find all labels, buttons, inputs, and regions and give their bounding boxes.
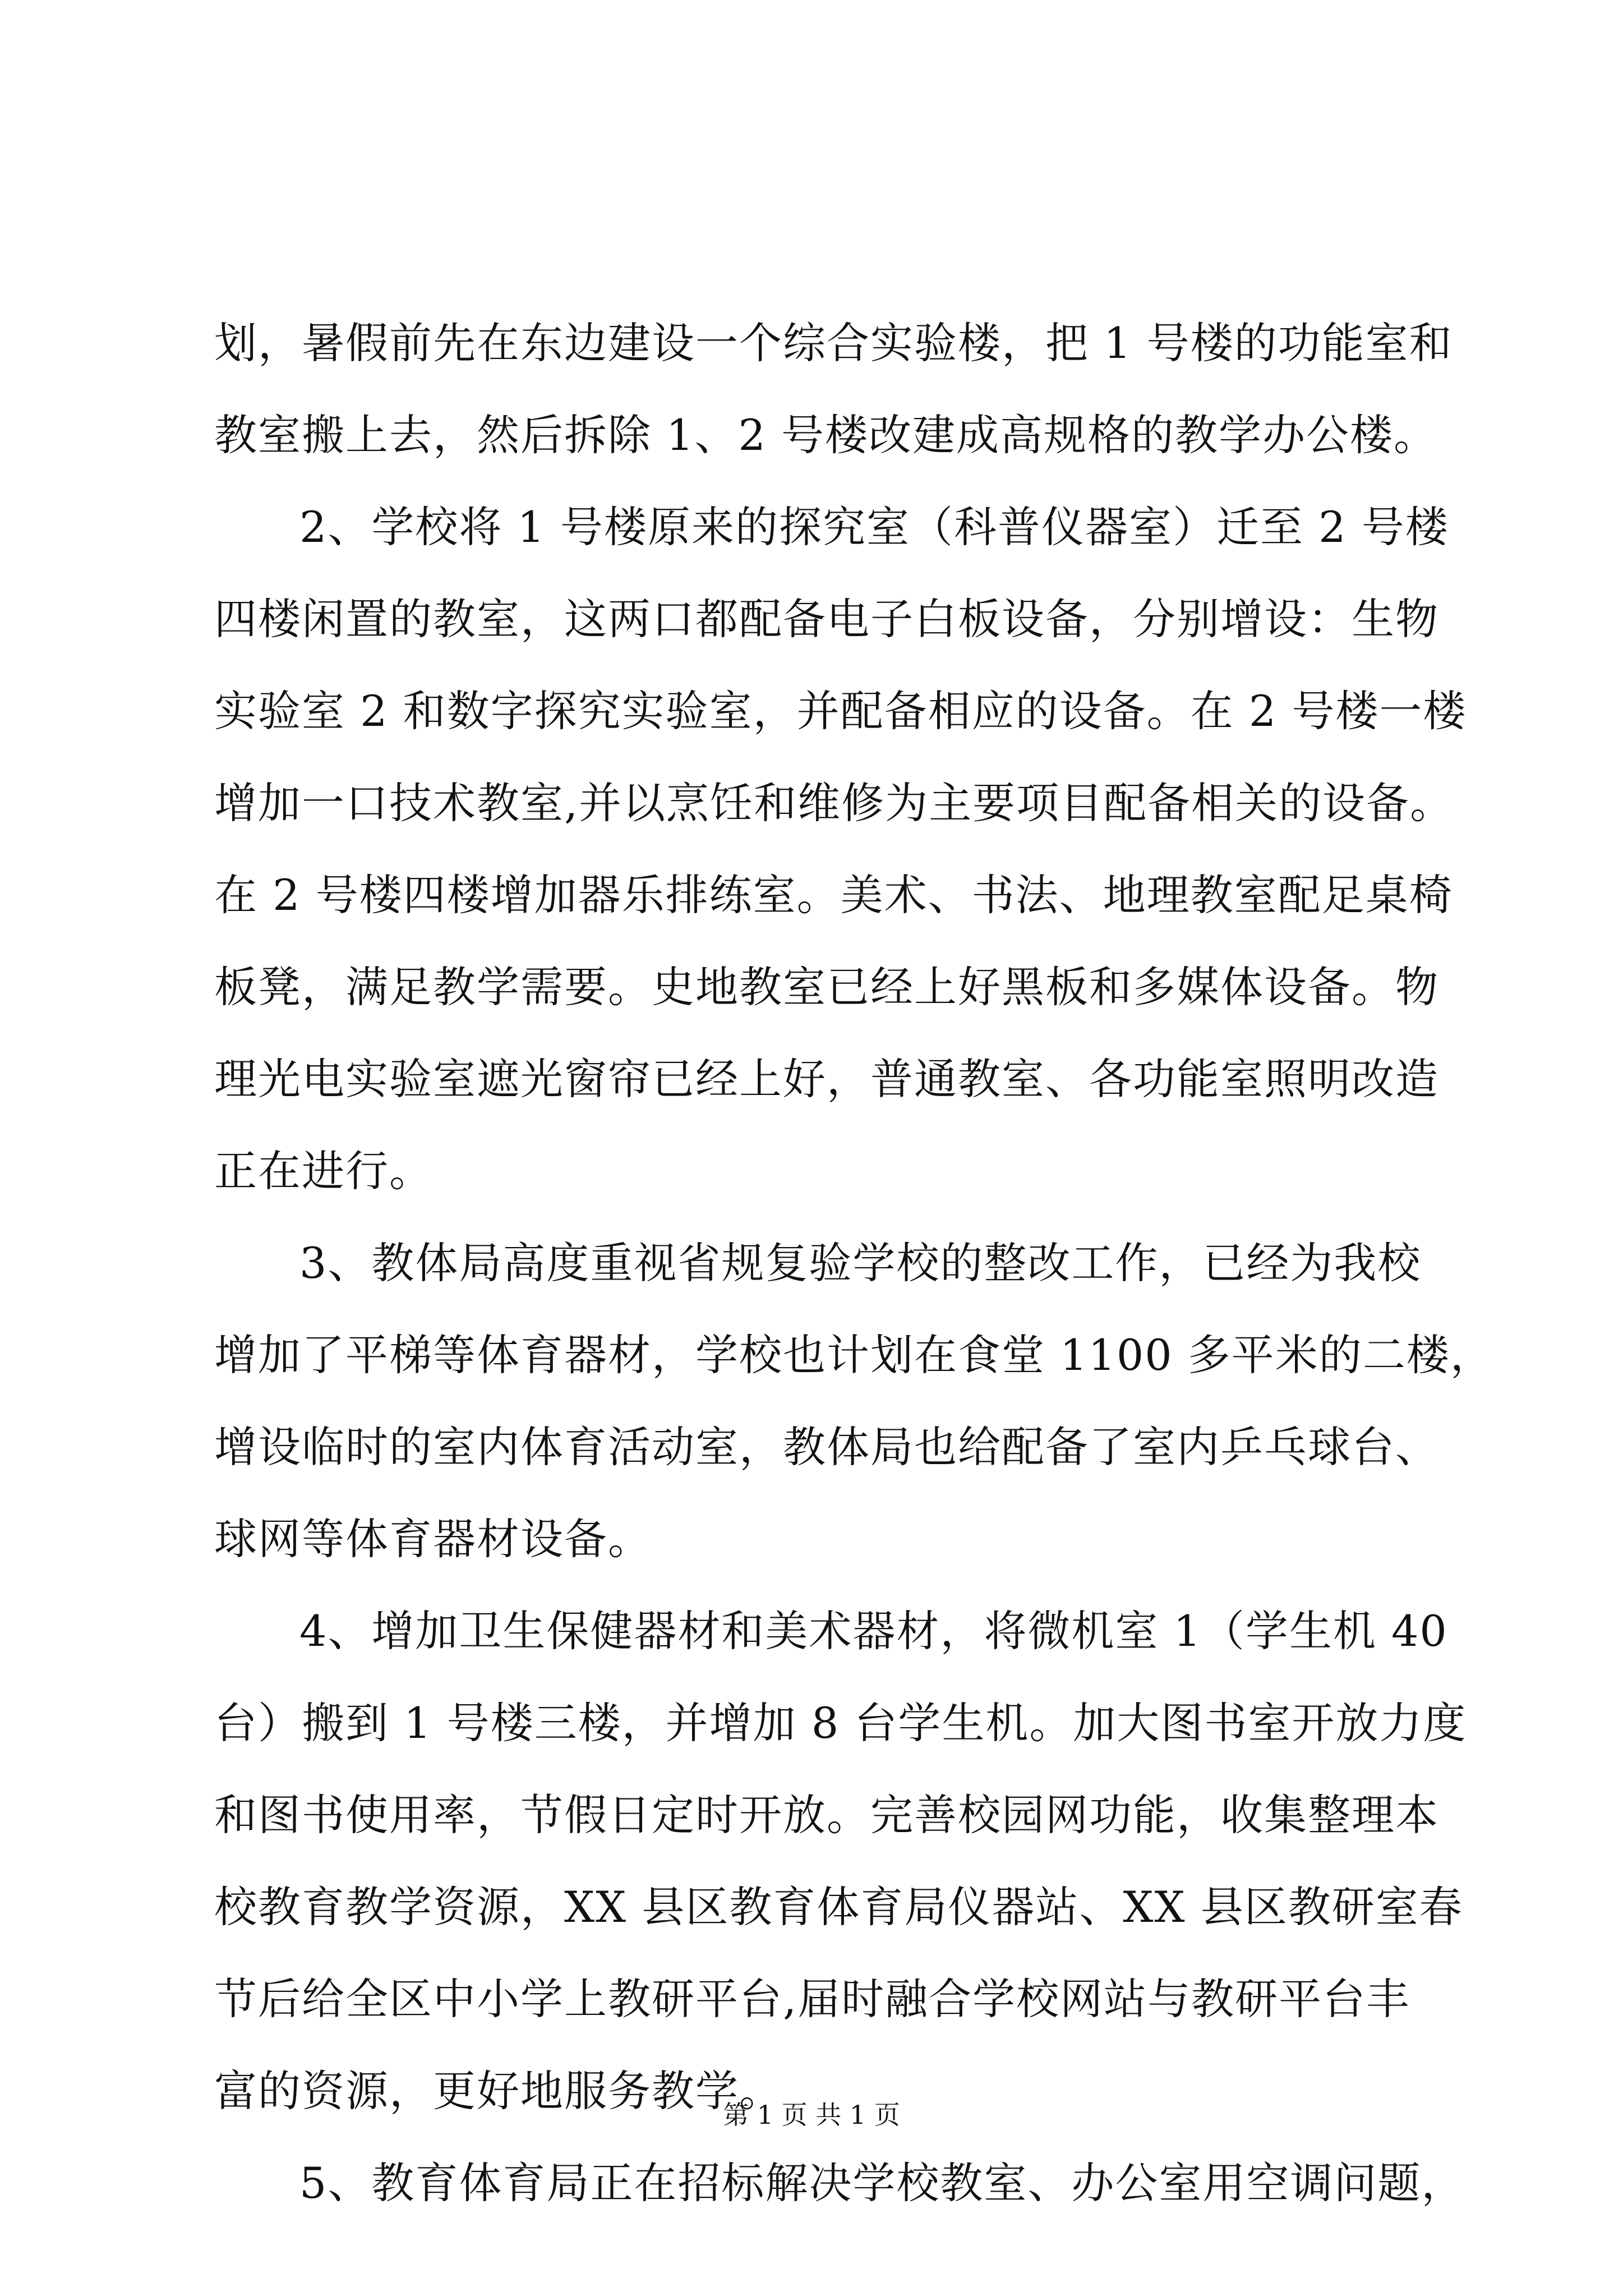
paragraph-start-line: 3、教体局高度重视省规复验学校的整改工作，已经为我校: [299, 1238, 1422, 1288]
document-body: [214, 297, 1494, 2229]
text-line: 四楼闲置的教室，这两口都配备电子白板设备，分别增设：生物: [214, 594, 1439, 644]
text-line: 增加一口技术教室,并以烹饪和维修为主要项目配备相关的设备。: [214, 778, 1454, 828]
text-line: 板凳，满足教学需要。史地教室已经上好黑板和多媒体设备。物: [214, 962, 1439, 1012]
text-line: 校教育教学资源，XX 县区教育体育局仪器站、XX 县区教研室春: [214, 1882, 1463, 1932]
text-line: 教室搬上去，然后拆除 1、2 号楼改建成高规格的教学办公楼。: [214, 410, 1438, 460]
paragraph-start-line: 5、教育体育局正在招标解决学校教室、办公室用空调问题，: [299, 2158, 1465, 2208]
text-line: 节后给全区中小学上教研平台,届时融合学校网站与教研平台丰: [214, 1974, 1410, 2024]
text-line: 球网等体育器材设备。: [214, 1514, 652, 1564]
paragraph-start-line: 4、增加卫生保健器材和美术器材，将微机室 1（学生机 40: [299, 1606, 1448, 1656]
paragraph-start-line: 2、学校将 1 号楼原来的探究室（科普仪器室）迁至 2 号楼: [299, 502, 1449, 552]
text-line: 台）搬到 1 号楼三楼，并增加 8 台学生机。加大图书室开放力度: [214, 1698, 1467, 1748]
text-line: 增设临时的室内体育活动室，教体局也给配备了室内乒乓球台、: [214, 1422, 1439, 1472]
text-line: 在 2 号楼四楼增加器乐排练室。美术、书法、地理教室配足桌椅: [214, 870, 1453, 920]
text-line: 实验室 2 和数字探究实验室，并配备相应的设备。在 2 号楼一楼: [214, 686, 1467, 736]
text-line: 正在进行。: [214, 1146, 433, 1196]
text-line: 富的资源，更好地服务教学。: [214, 2066, 783, 2116]
text-line: 增加了平梯等体育器材，学校也计划在食堂 1100 多平米的二楼，: [214, 1330, 1494, 1380]
text-line: 理光电实验室遮光窗帘已经上好，普通教室、各功能室照明改造: [214, 1054, 1439, 1104]
page-footer: 第 1 页 共 1 页: [723, 2100, 900, 2130]
text-line: 划，暑假前先在东边建设一个综合实验楼，把 1 号楼的功能室和: [214, 318, 1453, 368]
text-line: 和图书使用率，节假日定时开放。完善校园网功能，收集整理本: [214, 1790, 1439, 1840]
